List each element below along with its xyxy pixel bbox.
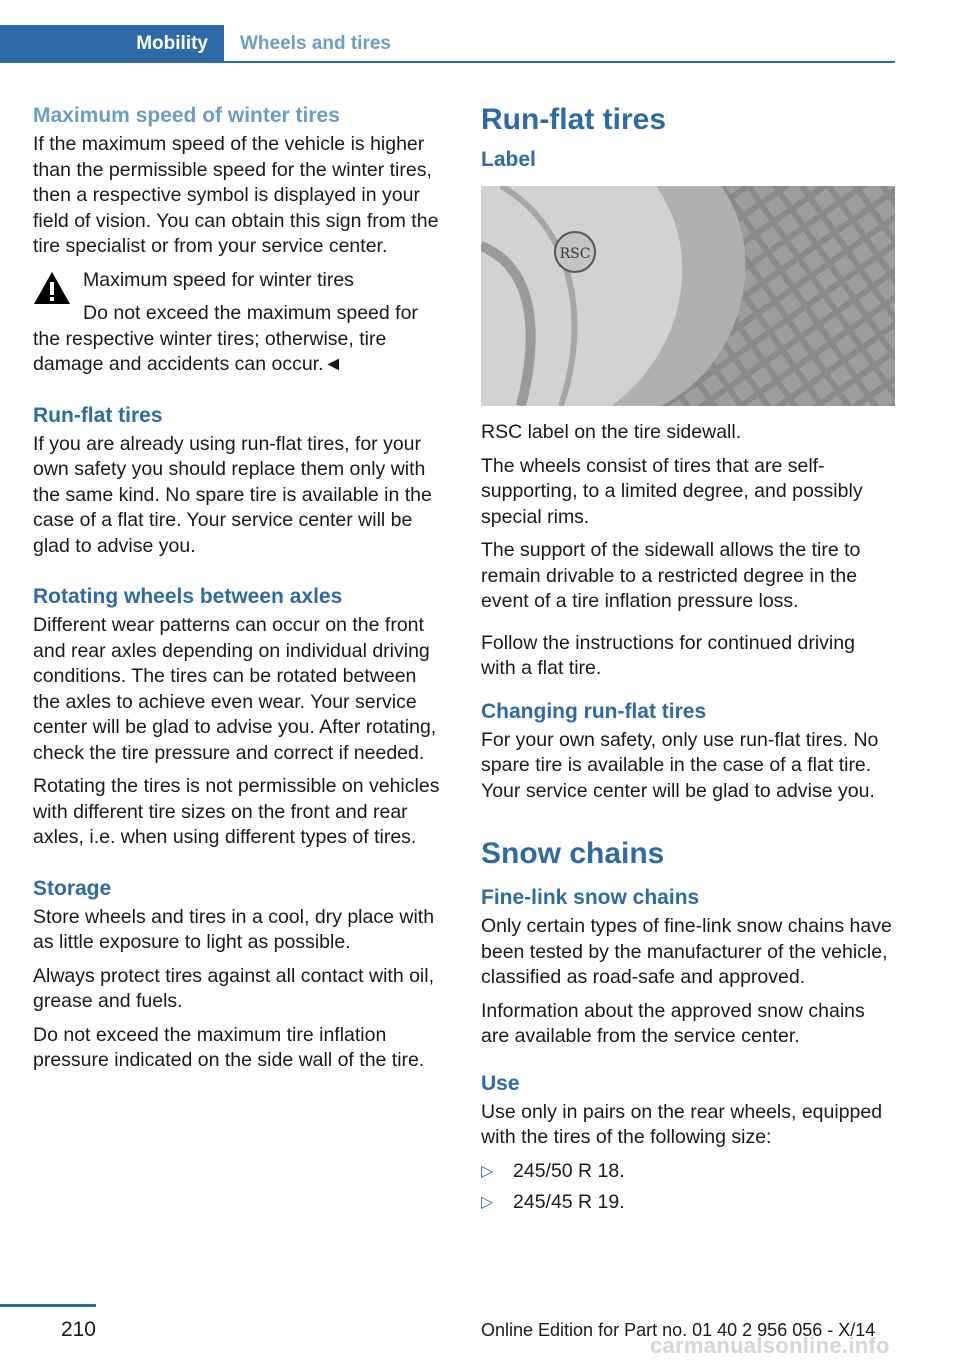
rotating-text-2: Rotating the tires is not permissible on vehicles with different tire sizes on the front and rear axles, i.e. when using different types of tires. [33, 775, 440, 848]
run-flat-text-2: The support of the sidewall allows the tire to remain drivable to a restricted degree in the event of a tire inflation pressure loss. [481, 539, 861, 612]
use-text: Use only in pairs on the rear wheels, equipped with the tires of the following size: [481, 1100, 883, 1148]
section-tab: Mobility [0, 25, 224, 62]
warning-icon [33, 270, 71, 306]
figure-caption: RSC label on the tire sidewall. [481, 421, 742, 443]
rsc-logo-text: RSC [559, 246, 591, 262]
list-item: ▷ 245/50 R 18. [481, 1159, 895, 1185]
fine-link-text-1: Only certain types of fine-link snow chains have been tested by the manufacturer of the vehicle, classified as road-safe and approved. [481, 915, 892, 988]
page-header [0, 25, 895, 63]
tire-illustration [481, 186, 895, 406]
heading-use: Use [481, 1071, 520, 1095]
rotating-text-1: Different wear patterns can occur on the front and rear axles depending on individual driving conditions. The tires can be rotated between the axles to achieve even wear. Your service center will be glad to advise you. After rotating, check the tire pressure and correct if needed. [33, 614, 437, 764]
bullet-triangle-icon: ▷ [481, 1162, 494, 1180]
list-item: ▷ 245/45 R 19. [481, 1190, 895, 1216]
heading-fine-link: Fine-link snow chains [481, 886, 700, 909]
subsection-label: Wheels and tires [240, 33, 391, 54]
fine-link-text-2: Information about the approved snow chains are available from the service center. [481, 999, 865, 1047]
run-flat-text-3: Follow the instructions for continued driving with a flat tire. [481, 631, 855, 679]
warning-text: Do not exceed the maximum speed for the respective winter tires; otherwise, tire damage and accidents can occur.◄ [33, 302, 418, 375]
run-flat-text: If you are already using run-flat tires, for your own safety you should replace them only with the same kind. No spare tire is available in the case of a flat tire. Your service center will be glad to advise you. [33, 432, 432, 557]
heading-run-flat: Run-flat tires [33, 403, 163, 427]
tire-sidewall-image [481, 186, 895, 406]
heading-rotating: Rotating wheels between axles [33, 585, 343, 608]
storage-text-2: Always protect tires against all contact with oil, grease and fuels. [33, 964, 435, 1012]
footer-rule [0, 1304, 96, 1307]
tire-size-list [481, 1159, 895, 1216]
warning-title: Maximum speed for winter tires [83, 268, 354, 291]
page-number: 210 [60, 1318, 96, 1341]
changing-text: For your own safety, only use run-flat tires. No spare tire is available in the case of a flat tire. Your service center will be glad to advise you. [481, 728, 879, 802]
winter-speed-text: If the maximum speed of the vehicle is higher than the permissible speed for the winter tires, then a respective symbol is displayed in your field of vision. You can obtain this sign from the tire specialist or from your service center. [33, 133, 439, 257]
heading-winter-speed: Maximum speed of winter tires [33, 104, 340, 127]
heading-label: Label [481, 148, 536, 171]
storage-text-1: Store wheels and tires in a cool, dry place with as little exposure to light as possible. [33, 905, 435, 953]
edition-text: Online Edition for Part no. 01 40 2 956 056 - X/14 [481, 1320, 876, 1340]
heading-changing: Changing run-flat tires [481, 699, 707, 723]
heading-storage: Storage [33, 876, 112, 900]
title-snow-chains: Snow chains [481, 837, 665, 870]
storage-text-3: Do not exceed the maximum tire inflation pressure indicated on the side wall of the tire. [33, 1023, 425, 1071]
warning-box [33, 268, 448, 378]
bullet-triangle-icon: ▷ [481, 1194, 494, 1211]
left-column [33, 100, 448, 1082]
right-column [481, 100, 895, 1222]
watermark: carmanualsonline.info [650, 1333, 890, 1358]
title-run-flat: Run-flat tires [481, 103, 667, 136]
run-flat-text-1: The wheels consist of tires that are self-supporting, to a limited degree, and possibly special rims. [481, 454, 863, 528]
